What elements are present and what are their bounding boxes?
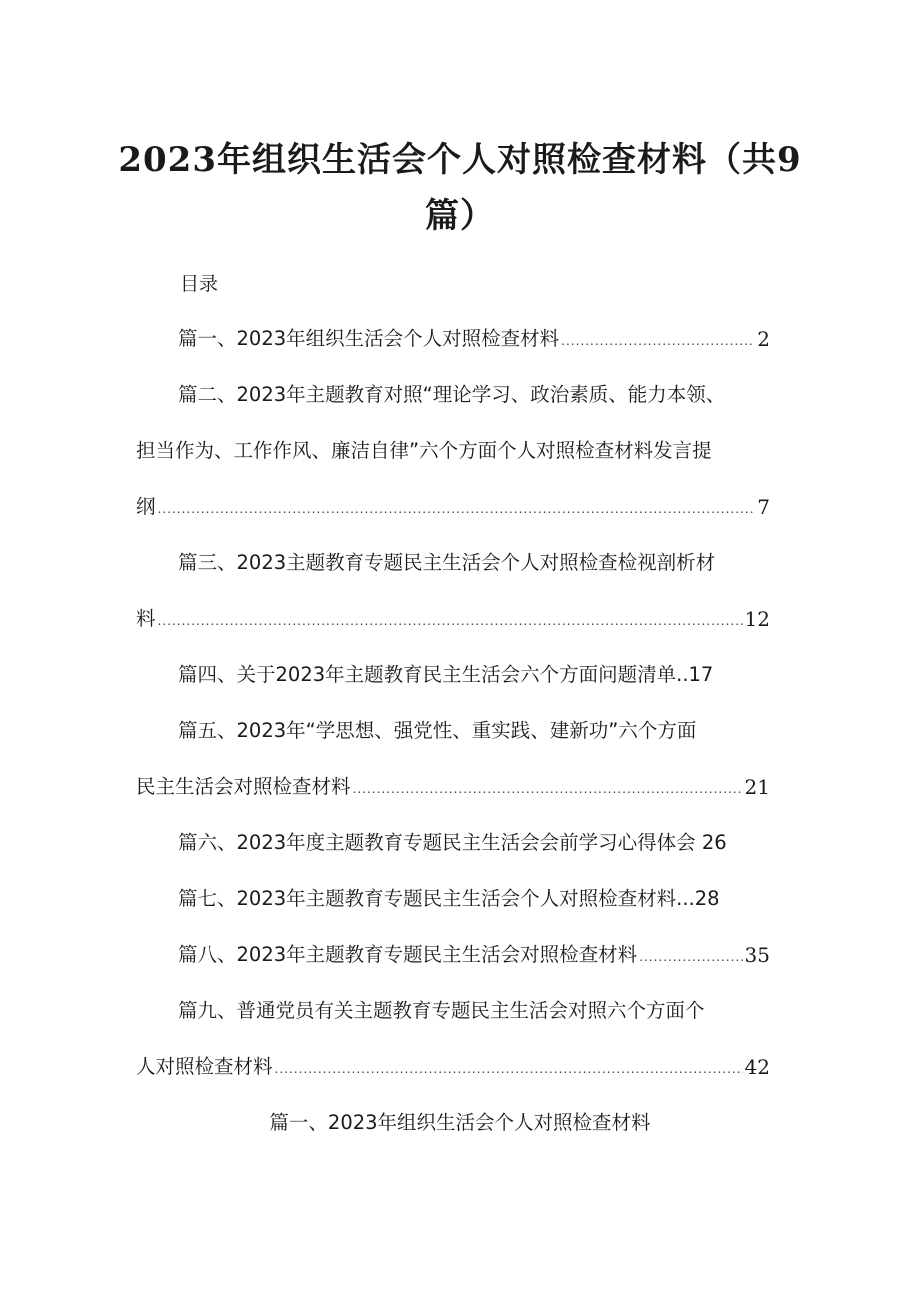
toc-entry-3-end[interactable]: 料 ..... 12 xyxy=(136,602,770,636)
toc-entry-8[interactable]: 篇八、2023年主题教育专题民主生活会对照检查材料 ..... 35 xyxy=(136,938,770,972)
toc-entry-4[interactable]: 篇四、关于2023年主题教育民主生活会六个方面问题清单..17 xyxy=(178,663,714,686)
toc-entry-7[interactable]: 篇七、2023年主题教育专题民主生活会个人对照检查材料...28 xyxy=(178,887,720,910)
toc-entry-5-end[interactable]: 民主生活会对照检查材料 ..... 21 xyxy=(136,770,770,804)
toc-entry-2-cont[interactable]: 担当作为、工作作风、廉洁自律”六个方面个人对照检查材料发言提 xyxy=(136,439,712,462)
toc-page-number: 12 xyxy=(744,607,770,631)
toc-entry-2[interactable]: 篇二、2023年主题教育对照“理论学习、政治素质、能力本领、 xyxy=(178,383,726,406)
document-title xyxy=(100,132,820,244)
toc-entry-1[interactable]: 篇一、2023年组织生活会个人对照检查材料 ..... 2 xyxy=(136,322,770,356)
title-line-2: 篇） xyxy=(425,196,495,236)
toc-page-number: 2 xyxy=(757,327,770,351)
toc-heading: 目录 xyxy=(180,273,219,295)
toc-page-number: 35 xyxy=(744,943,770,967)
section-title: 篇一、2023年组织生活会个人对照检查材料 xyxy=(269,1111,651,1134)
toc-entry-9[interactable]: 篇九、普通党员有关主题教育专题民主生活会对照六个方面个 xyxy=(178,999,705,1022)
toc-page-number: 42 xyxy=(744,1055,770,1079)
toc-entry-9-end[interactable]: 人对照检查材料 ..... 42 xyxy=(136,1050,770,1084)
toc-entry-3[interactable]: 篇三、2023主题教育专题民主生活会个人对照检查检视剖析材 xyxy=(178,551,716,574)
toc-entry-2-end[interactable]: 纲 ..... 7 xyxy=(136,490,770,524)
toc-entry-5[interactable]: 篇五、2023年“学思想、强党性、重实践、建新功”六个方面 xyxy=(178,719,697,742)
toc-page-number: 7 xyxy=(757,495,770,519)
toc-page-number: 21 xyxy=(744,775,770,799)
toc-entry-6[interactable]: 篇六、2023年度主题教育专题民主生活会会前学习心得体会 26 xyxy=(178,831,727,854)
title-line-1: 2023年组织生活会个人对照检查材料（共9 xyxy=(118,140,802,180)
